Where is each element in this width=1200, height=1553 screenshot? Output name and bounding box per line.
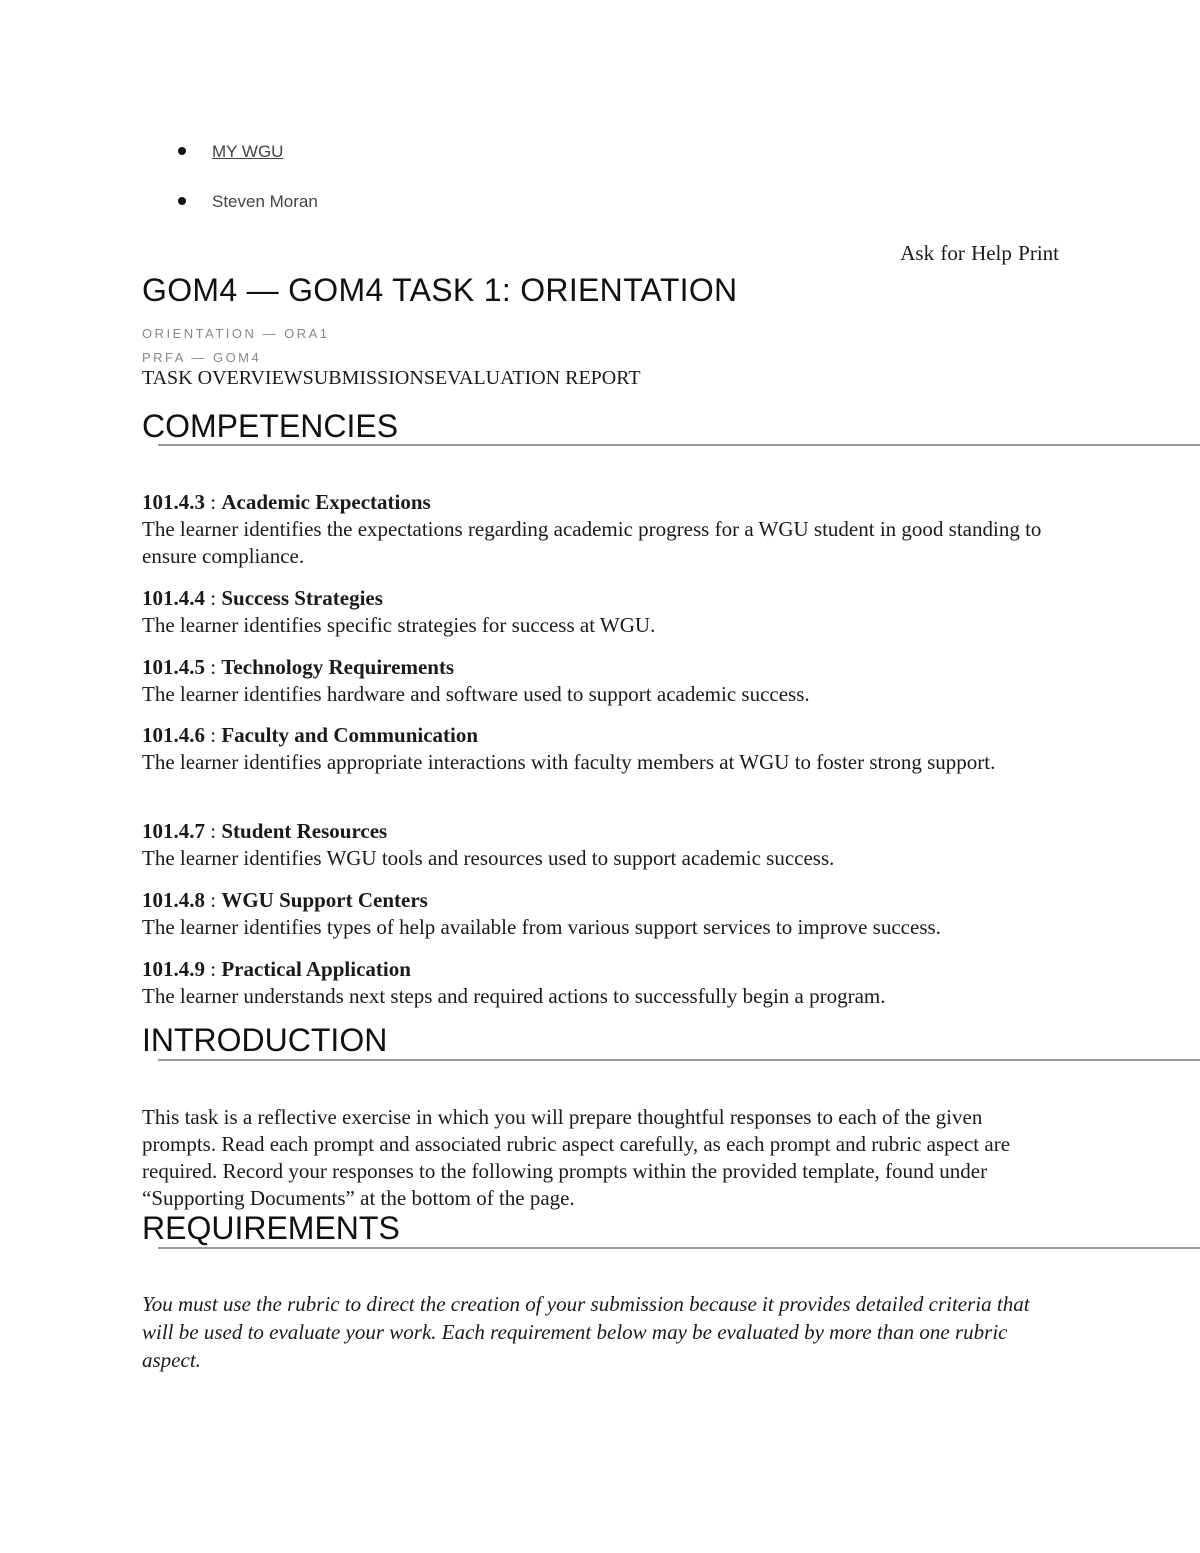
competency-item (142, 956, 1062, 1010)
competency-header: 101.4.3 : Academic Expectations (142, 490, 431, 514)
competency-title: Faculty and Communication (221, 723, 479, 747)
tab-evaluation-report[interactable]: EVALUATION REPORT (434, 367, 641, 389)
competency-item (142, 585, 1062, 639)
competency-item (142, 818, 1062, 872)
my-wgu-link[interactable]: MY WGU (212, 142, 284, 161)
competency-header: 101.4.8 : WGU Support Centers (142, 888, 428, 912)
competency-title: Practical Application (221, 957, 411, 981)
competency-code: 101.4.8 (142, 888, 205, 912)
competency-description: The learner identifies the expectations regarding academic progress for a WGU student in good standing to ensure compliance. (142, 517, 1042, 568)
competency-code: 101.4.4 (142, 586, 205, 610)
tab-submissions[interactable]: SUBMISSIONS (302, 367, 435, 389)
competency-description: The learner identifies specific strategies for success at WGU. (142, 613, 656, 637)
competency-item (142, 654, 1062, 708)
introduction-heading: INTRODUCTION (142, 1022, 388, 1058)
breadcrumb-course: ORIENTATION — ORA1 (142, 326, 330, 341)
competency-description: The learner identifies hardware and software used to support academic success. (142, 682, 810, 706)
competency-header: 101.4.4 : Success Strategies (142, 586, 383, 610)
nav-item-user[interactable] (172, 188, 318, 215)
competency-description: The learner identifies types of help available from various support services to improve success. (142, 915, 941, 939)
competency-header: 101.4.7 : Student Resources (142, 819, 388, 843)
requirements-heading: REQUIREMENTS (142, 1210, 400, 1246)
competency-description: The learner identifies WGU tools and resources used to support academic success. (142, 846, 835, 870)
competency-description: The learner identifies appropriate interactions with faculty members at WGU to foster strong support. (142, 750, 996, 774)
competency-item (142, 887, 1062, 941)
competency-header: 101.4.6 : Faculty and Communication (142, 723, 479, 747)
top-nav (172, 138, 318, 238)
competency-code: 101.4.6 (142, 723, 205, 747)
page-actions (900, 241, 1059, 266)
competency-header: 101.4.9 : Practical Application (142, 957, 411, 981)
section-divider (158, 1059, 1200, 1061)
competency-title: Technology Requirements (221, 655, 455, 679)
competency-code: 101.4.7 (142, 819, 205, 843)
introduction-text: This task is a reflective exercise in which you will prepare thoughtful responses to each of the given prompts. Read each prompt and associated rubric aspect carefully, as each prompt and rubric aspect are required. Record your responses to the following prompts within the provided template, found under “Supporting Documents” at the bottom of the page. (142, 1105, 1011, 1210)
requirements-text: You must use the rubric to direct the creation of your submission because it provides detailed criteria that will be used to evaluate your work. Each requirement below may be evaluated by more than one rubric aspect. (142, 1292, 1030, 1372)
task-tabs (142, 367, 641, 390)
competency-title: Academic Expectations (221, 490, 431, 514)
section-divider (158, 444, 1200, 446)
competency-code: 101.4.9 (142, 957, 205, 981)
tab-task-overview[interactable]: TASK OVERVIEW (142, 367, 303, 389)
competency-item (142, 489, 1062, 570)
breadcrumb-assessment: PRFA — GOM4 (142, 350, 262, 365)
page-title: GOM4 — GOM4 TASK 1: ORIENTATION (142, 272, 738, 308)
section-divider (158, 1247, 1200, 1249)
competency-item (142, 722, 1062, 776)
bullet-icon (178, 147, 186, 155)
competency-title: Student Resources (221, 819, 388, 843)
competency-code: 101.4.5 (142, 655, 205, 679)
competency-description: The learner understands next steps and required actions to successfully begin a program. (142, 984, 886, 1008)
competency-header: 101.4.5 : Technology Requirements (142, 655, 455, 679)
competencies-heading: COMPETENCIES (142, 408, 399, 444)
nav-item-my-wgu[interactable] (172, 138, 318, 165)
print-link[interactable]: Print (1018, 241, 1059, 265)
bullet-icon (178, 197, 186, 205)
user-name[interactable]: Steven Moran (212, 192, 318, 211)
competency-code: 101.4.3 (142, 490, 205, 514)
competency-title: Success Strategies (221, 586, 383, 610)
ask-for-help-link[interactable]: Ask for Help (900, 241, 1012, 265)
competency-title: WGU Support Centers (221, 888, 428, 912)
